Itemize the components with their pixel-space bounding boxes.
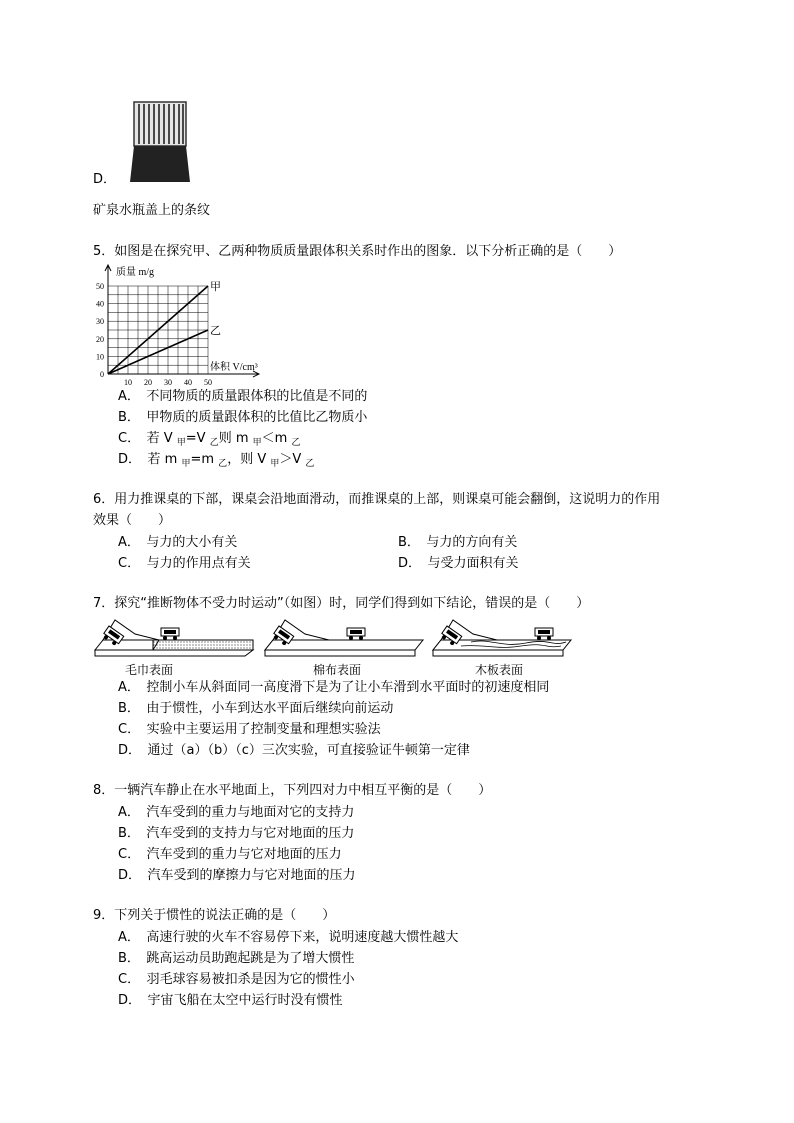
q8-option-d[interactable]: D． 汽车受到的摩擦力与它对地面的压力 xyxy=(118,868,356,883)
q6-stem-line2: 效果（ ） xyxy=(93,513,172,528)
x-tick-label: 40 xyxy=(184,378,192,387)
series-label-1: 甲 xyxy=(210,280,221,293)
q7-stem: 7．探究“推断物体不受力时运动”（如图）时，同学们得到如下结论，错误的是（ ） xyxy=(93,596,590,611)
cloth-surface-setup xyxy=(265,620,423,656)
q8-stem: 8．一辆汽车静止在水平地面上，下列四对力中相互平衡的是（ ） xyxy=(93,783,492,798)
q5-option-a[interactable]: A． 不同物质的质量跟体积的比值是不同的 xyxy=(118,389,368,404)
y-tick-label: 20 xyxy=(96,334,104,344)
surface-label-wood: 木板表面 xyxy=(474,663,524,677)
q8-option-b[interactable]: B． 汽车受到的支持力与它对地面的压力 xyxy=(118,826,355,841)
q7-option-d[interactable]: D． 通过（a）（b）（c）三次实验，可直接验证牛顿第一定律 xyxy=(118,743,470,758)
q5-option-d[interactable]: D． 若 m $_甲$=m $_乙$，则 V $_甲$＞V $_乙$ xyxy=(118,452,315,469)
y-tick-label: 0 xyxy=(100,370,104,379)
surface-label-cloth: 棉布表面 xyxy=(312,663,362,677)
q4-option-d-letter[interactable]: D． xyxy=(93,172,117,187)
series-label-2: 乙 xyxy=(210,324,221,337)
q5-option-c[interactable]: C． 若 V $_甲$=V $_乙$则 m $_甲$＜m $_乙$ xyxy=(118,431,301,448)
q6-option-d[interactable]: D． 与受力面积有关 xyxy=(398,556,519,571)
q9-option-a[interactable]: A． 高速行驶的火车不容易停下来，说明速度越大惯性越大 xyxy=(118,930,459,945)
y-tick-label: 10 xyxy=(96,352,104,362)
towel-surface-setup xyxy=(95,620,253,656)
q7-experiment-figure xyxy=(93,614,583,680)
y-tick-label: 40 xyxy=(96,299,104,309)
y-tick-label: 50 xyxy=(96,282,104,291)
x-tick-label: 20 xyxy=(144,378,152,387)
q6-stem-line1: 6．用力推课桌的下部，课桌会沿地面滑动，而推课桌的上部，则课桌可能会翻倒，这说明力的作用 xyxy=(93,492,661,507)
x-tick-label: 30 xyxy=(164,378,172,387)
q6-option-c[interactable]: C． 与力的作用点有关 xyxy=(118,556,251,571)
q7-option-c[interactable]: C． 实验中主要运用了控制变量和理想实验法 xyxy=(118,722,381,737)
q6-option-a[interactable]: A． 与力的大小有关 xyxy=(118,535,238,550)
bottle-cap-image xyxy=(128,100,192,186)
q9-option-b[interactable]: B． 跳高运动员助跑起跳是为了增大惯性 xyxy=(118,951,355,966)
q4-image-caption: 矿泉水瓶盖上的条纹 xyxy=(93,203,211,218)
q9-option-c[interactable]: C． 羽毛球容易被扣杀是因为它的惯性小 xyxy=(118,972,355,987)
q5-stem: 5．如图是在探究甲、乙两种物质质量跟体积关系时作出的图象．以下分析正确的是（ ） xyxy=(93,244,622,259)
q9-stem: 9．下列关于惯性的说法正确的是（ ） xyxy=(93,908,336,923)
q5-option-b[interactable]: B． 甲物质的质量跟体积的比值比乙物质小 xyxy=(118,410,368,425)
mass-volume-chart xyxy=(92,262,272,390)
x-tick-label: 10 xyxy=(124,378,132,387)
q6-option-b[interactable]: B． 与力的方向有关 xyxy=(398,535,518,550)
y-tick-label: 30 xyxy=(96,317,104,327)
q8-option-c[interactable]: C． 汽车受到的重力与它对地面的压力 xyxy=(118,847,342,862)
q7-option-b[interactable]: B． 由于惯性，小车到达水平面后继续向前运动 xyxy=(118,701,394,716)
q9-option-d[interactable]: D． 宇宙飞船在太空中运行时没有惯性 xyxy=(118,993,343,1008)
surface-label-towel: 毛巾表面 xyxy=(124,663,174,677)
wood-surface-setup xyxy=(433,620,571,656)
x-tick-label: 50 xyxy=(204,378,212,387)
q7-option-a[interactable]: A． 控制小车从斜面同一高度滑下是为了让小车滑到水平面时的初速度相同 xyxy=(118,680,550,695)
q8-option-a[interactable]: A． 汽车受到的重力与地面对它的支持力 xyxy=(118,805,355,820)
y-axis-label: 质量 m/g xyxy=(116,267,155,278)
x-axis-label: 体积 V/cm³ xyxy=(210,362,258,373)
